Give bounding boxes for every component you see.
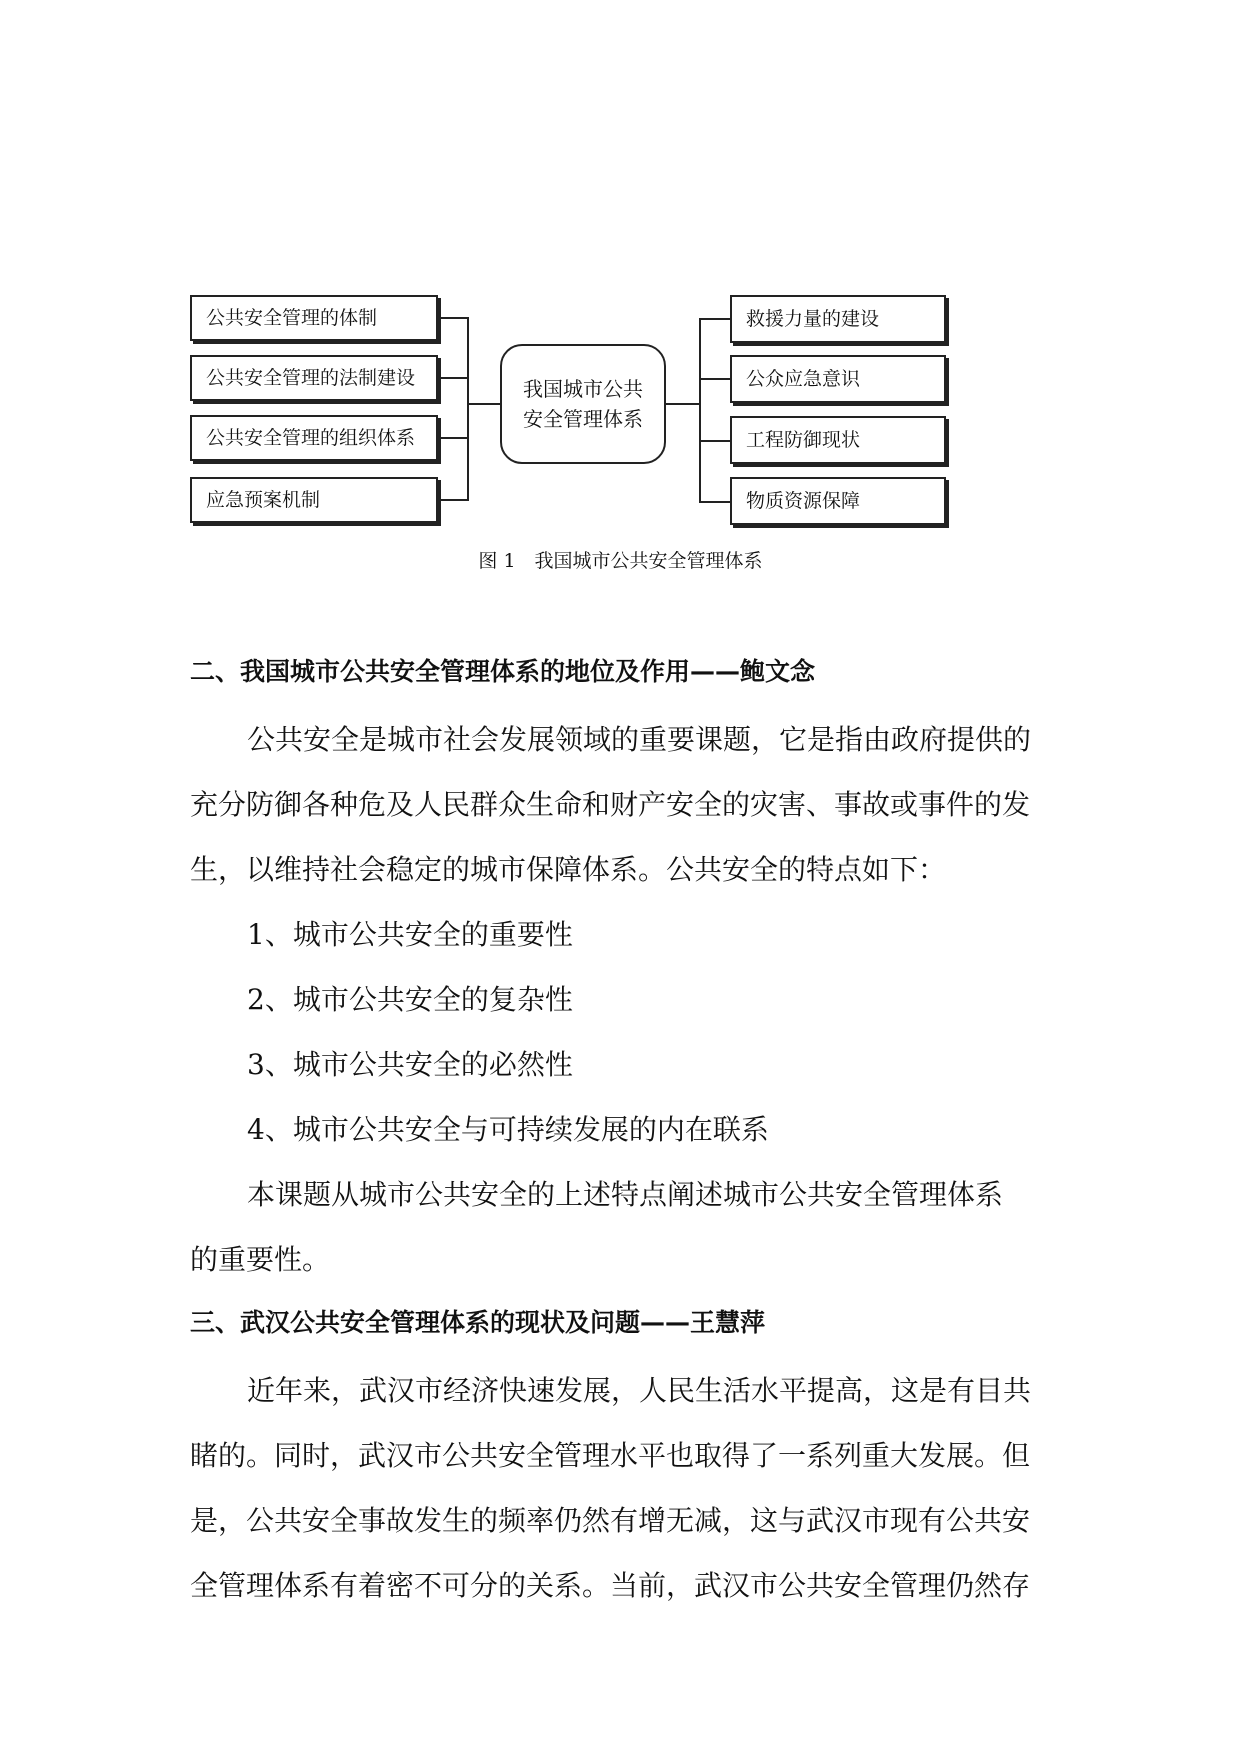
right-box-label: 物质资源保障	[746, 489, 861, 512]
right-box-engineering	[730, 416, 946, 464]
left-box-label: 公共安全管理的体制	[206, 306, 378, 329]
left-box-label: 公共安全管理的组织体系	[206, 426, 416, 449]
left-box-organization	[190, 415, 438, 461]
right-box-label: 公众应急意识	[746, 367, 861, 390]
section-2-heading: 二、我国城市公共安全管理体系的地位及作用——鲍文念	[190, 657, 816, 686]
list-item: 3、城市公共安全的必然性	[247, 1048, 573, 1081]
list-item: 4、城市公共安全与可持续发展的内在联系	[247, 1113, 769, 1146]
paragraph-line: 近年来，武汉市经济快速发展，人民生活水平提高，这是有目共	[247, 1374, 1032, 1407]
connector-line	[438, 499, 468, 501]
center-node	[500, 344, 666, 464]
left-box-label: 公共安全管理的法制建设	[206, 366, 416, 389]
paragraph-line: 公共安全是城市社会发展领域的重要课题，它是指由政府提供的	[247, 723, 1032, 756]
connector-bracket-left	[467, 317, 469, 501]
left-box-label: 应急预案机制	[206, 488, 321, 511]
paragraph-line: 本课题从城市公共安全的上述特点阐述城市公共安全管理体系	[247, 1178, 1004, 1211]
figure-caption: 图 1 我国城市公共安全管理体系	[478, 550, 763, 572]
paragraph-line: 充分防御各种危及人民群众生命和财产安全的灾害、事故或事件的发	[190, 788, 1031, 821]
connector-line	[438, 437, 468, 439]
right-box-label: 救援力量的建设	[746, 307, 880, 330]
connector-line	[699, 440, 730, 442]
connector-line	[438, 317, 468, 319]
connector-line	[699, 318, 730, 320]
right-box-rescue	[730, 295, 946, 343]
paragraph-line: 全管理体系有着密不可分的关系。当前，武汉市公共安全管理仍然存	[190, 1569, 1031, 1602]
paragraph-line: 是，公共安全事故发生的频率仍然有增无减，这与武汉市现有公共安	[190, 1504, 1031, 1537]
left-box-emergency-plan	[190, 477, 438, 523]
paragraph-line: 生，以维持社会稳定的城市保障体系。公共安全的特点如下：	[190, 853, 947, 886]
connector-bracket-right	[699, 318, 701, 503]
figure-1-diagram	[0, 0, 1241, 600]
connector-line	[438, 377, 468, 379]
paragraph-line: 的重要性。	[190, 1243, 331, 1276]
center-node-label: 我国城市公共安全管理体系	[523, 377, 643, 431]
connector-line	[699, 378, 730, 380]
list-item: 1、城市公共安全的重要性	[247, 918, 573, 951]
right-box-label: 工程防御现状	[746, 428, 861, 451]
right-box-awareness	[730, 355, 946, 403]
connector-line	[666, 403, 700, 405]
left-box-system	[190, 295, 438, 341]
connector-line	[467, 403, 500, 405]
left-box-legal	[190, 355, 438, 401]
paragraph-line: 睹的。同时，武汉市公共安全管理水平也取得了一系列重大发展。但	[190, 1439, 1031, 1472]
right-box-resources	[730, 477, 946, 525]
connector-line	[699, 501, 730, 503]
section-3-heading: 三、武汉公共安全管理体系的现状及问题——王慧萍	[190, 1308, 766, 1337]
list-item: 2、城市公共安全的复杂性	[247, 983, 573, 1016]
